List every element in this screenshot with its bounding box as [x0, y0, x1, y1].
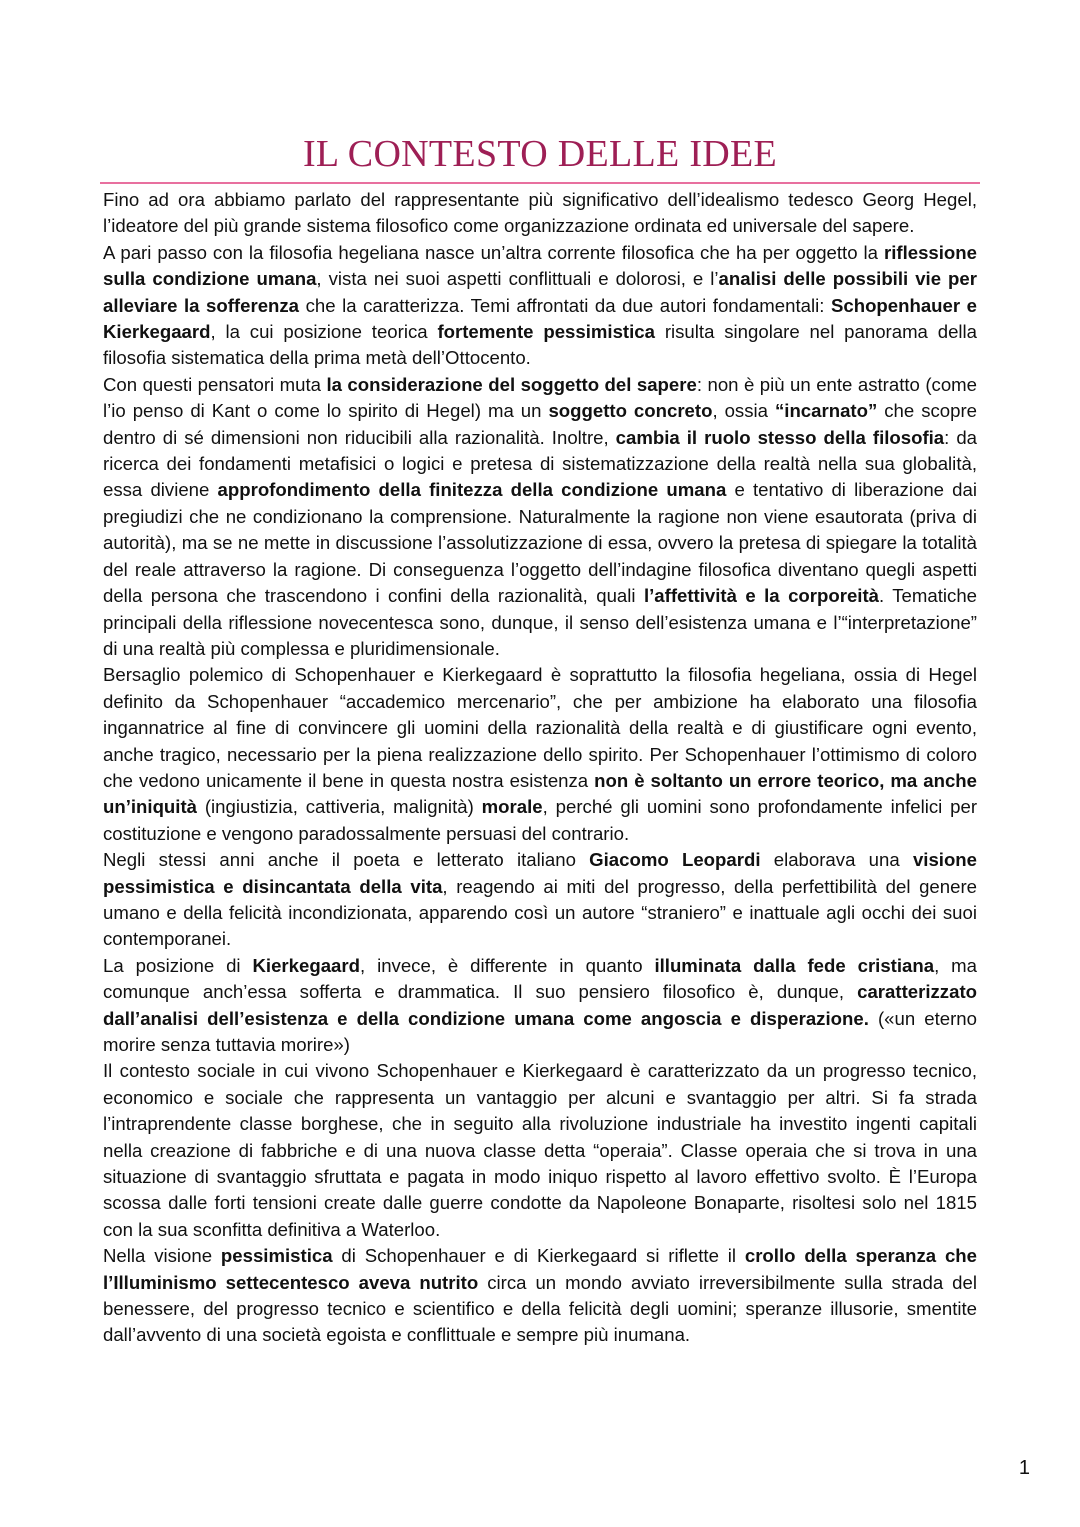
- text-run: (ingiustizia, cattiveria, malignità): [197, 796, 482, 818]
- page-number: 1: [1018, 1457, 1030, 1479]
- text-run: , reagendo ai miti del progresso, della perfettibilità del genere umano e della felicità incondizionata, apparendo così un autore “straniero” e inattuale agli occhi dei suoi contemporanei.: [103, 875, 977, 950]
- text-run: Fino ad ora abbiamo parlato del rappresentante più significativo dell’idealismo tedesco Georg Hegel, l’ideatore del più grande sistema filosofico come organizzazione ordinata ed universale del sapere.: [103, 189, 977, 237]
- paragraph-8: [103, 1243, 977, 1349]
- paragraph-1: [103, 187, 977, 240]
- bold-text: pessimistica: [220, 1245, 333, 1267]
- paragraph-7: [103, 1058, 977, 1243]
- text-run: Nella visione: [103, 1245, 221, 1267]
- text-run: circa un mondo avviato irreversibilmente sulla strada del benessere, del progresso tecnico e scientifico e della felicità degli uomini; speranze illusorie, smentite dall’avvento di una società egoista e conflittuale e sempre più inumana.: [103, 1271, 977, 1346]
- bold-text: approfondimento della finitezza della condizione umana: [217, 479, 727, 501]
- bold-text: soggetto concreto: [548, 400, 713, 422]
- paragraph-5: [103, 847, 977, 953]
- text-run: , invece, è differente in quanto: [359, 954, 655, 976]
- text-run: («un eterno morire senza tuttavia morire»): [103, 1007, 977, 1055]
- paragraph-3: [103, 372, 977, 662]
- bold-text: illuminata dalla fede cristiana: [654, 954, 935, 976]
- bold-text: crollo della speranza che l’Illuminismo settecentesco aveva nutrito: [103, 1245, 977, 1293]
- bold-text: morale: [481, 796, 543, 818]
- text-run: e tentativo di liberazione dai pregiudizi che ne condizionano la comprensione. Naturalmente la ragione non viene esautorata (priva di autorità), ma se ne mette in discussione l’assolutizzazione di essa, ovvero la pretesa di spiegare la totalità del reale attraverso la ragione. Di conseguenza l’oggetto dell’indagine filosofica diventano quegli aspetti della persona che trascendono i confini della razionalità, quali: [103, 479, 977, 607]
- text-run: . Tematiche principali della riflessione novecentesca sono, dunque, il senso dell’esistenza umana e l’“interpretazione” di una realtà più complessa e pluridimensionale.: [103, 585, 977, 659]
- text-run: di Schopenhauer e di Kierkegaard si riflette il: [332, 1245, 745, 1267]
- bold-text: cambia il ruolo stesso della filosofia: [615, 426, 945, 448]
- bold-text: fortemente pessimistica: [437, 321, 655, 343]
- text-run: , vista nei suoi aspetti conflittuali e dolorosi, e l’: [316, 268, 719, 290]
- bold-text: analisi delle possibili vie per alleviare la sofferenza: [103, 268, 977, 316]
- text-run: Bersaglio polemico di Schopenhauer e Kierkegaard è soprattutto la filosofia hegeliana, ossia di Hegel definito da Schopenhauer “accademico mercenario”, che per ambizione ha elaborato una filosofia ingannatrice al fine di convincere gli uomini della razionalità della realtà e di giustificare ogni evento, anche tragico, necessario per la piena realizzazione dello spirito. Per Schopenhauer l’ottimismo di coloro che vedono unicamente il bene in questa nostra esistenza: [103, 664, 977, 791]
- bold-text: visione pessimistica e disincantata della vita: [103, 849, 978, 897]
- text-run: che scopre dentro di sé dimensioni non riducibili alla razionalità. Inoltre,: [103, 400, 978, 448]
- text-run: , ma comunque anch’essa sofferta e drammatica. Il suo pensiero filosofico è, dunque,: [103, 954, 978, 1003]
- text-run: , perché gli uomini sono profondamente infelici per costituzione e vengono paradossalmente persuasi del contrario.: [103, 796, 978, 844]
- bold-text: Schopenhauer e Kierkegaard: [103, 294, 978, 343]
- bold-text: “incarnato”: [774, 400, 878, 422]
- bold-text: Kierkegaard: [252, 954, 360, 976]
- text-run: Il contesto sociale in cui vivono Schopenhauer e Kierkegaard è caratterizzato da un progresso tecnico, economico e sociale che rappresenta un vantaggio per alcuni e svantaggio per altri. Si fa strada l’intraprendente classe borghese, che in seguito alla rivoluzione industriale ha investito ingenti capitali nella creazione di fabbriche e di una nuova classe detta “operaia”. Classe operaia che si trova in una situazione di svantaggio sfruttata e pagata in modo iniquo rispetto al lavoro effettivo svolto. È l’Europa scossa dalle forti tensioni create dalle guerre condotte da Napoleone Bonaparte, risoltesi solo nel 1815 con la sua sconfitta definitiva a Waterloo.: [103, 1060, 977, 1240]
- text-run: Negli stessi anni anche il poeta e letterato italiano: [103, 849, 590, 871]
- bold-text: riflessione sulla condizione umana: [103, 241, 977, 290]
- document-body: [103, 187, 977, 1349]
- text-run: risulta singolare nel panorama della filosofia sistematica della prima metà dell’Ottocento.: [103, 321, 978, 369]
- title-underline: [100, 182, 980, 184]
- paragraph-4: [103, 662, 977, 847]
- text-run: : da ricerca dei fondamenti metafisici o logici e pretesa di sistematizzazione della realtà nella sua globalità, essa diviene: [103, 426, 978, 501]
- text-run: , ossia: [712, 400, 775, 422]
- text-run: A pari passo con la filosofia hegeliana nasce un’altra corrente filosofica che ha per oggetto la: [103, 241, 884, 263]
- bold-text: non è soltanto un errore teorico, ma anche un’iniquità: [103, 769, 977, 818]
- text-run: , la cui posizione teorica: [210, 321, 438, 343]
- text-run: che la caratterizza. Temi affrontati da due autori fondamentali:: [299, 294, 831, 316]
- bold-text: l’affettività e la corporeità: [643, 585, 879, 607]
- page-title: IL CONTESTO DELLE IDEE: [302, 133, 778, 175]
- paragraph-2: [103, 240, 977, 372]
- paragraph-6: [103, 953, 977, 1059]
- bold-text: Giacomo Leopardi: [589, 849, 761, 871]
- text-run: La posizione di: [103, 954, 253, 976]
- bold-text: caratterizzato dall’analisi dell’esistenza e della condizione umana come angoscia e disperazione.: [103, 981, 977, 1029]
- bold-text: la considerazione del soggetto del sapere: [326, 373, 697, 395]
- text-run: elaborava una: [760, 849, 913, 871]
- text-run: Con questi pensatori muta: [103, 373, 327, 395]
- text-run: : non è più un ente astratto (come l’io penso di Kant o come lo spirito di Hegel) ma un: [103, 373, 978, 422]
